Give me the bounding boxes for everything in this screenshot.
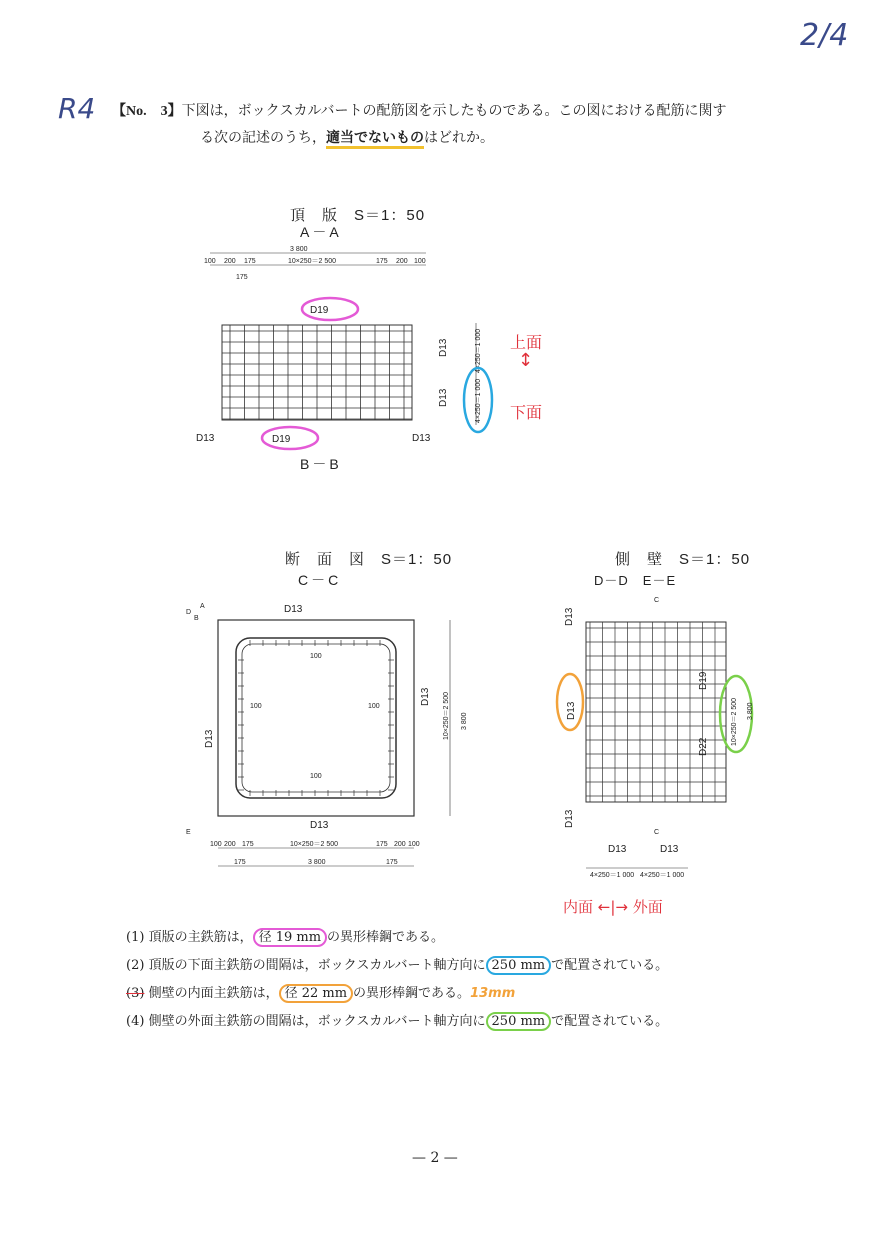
question-line2a: る次の記述のうち， bbox=[200, 130, 326, 146]
dim-100-l: 100 bbox=[204, 258, 216, 265]
option-1-rest: の異形棒鋼である。 bbox=[327, 930, 445, 945]
option-1-text: 頂版の主鉄筋は， bbox=[148, 930, 253, 945]
bottom-100-l: 100 bbox=[210, 841, 222, 848]
dim-total: 3 800 bbox=[290, 246, 308, 253]
page-mark: 2/4 bbox=[800, 18, 849, 53]
label-s5-d19: D19 bbox=[272, 434, 291, 445]
bottom-span: 10×250＝2 500 bbox=[290, 841, 339, 848]
option-4-text: 側壁の外面主鉄筋の間隔は，ボックスカルバート軸方向に bbox=[148, 1014, 486, 1029]
page-footer: — 2 — bbox=[412, 1150, 458, 1166]
option-4-num: (4) bbox=[126, 1014, 145, 1029]
mark-e: E bbox=[186, 829, 191, 836]
mark-a: A bbox=[200, 603, 205, 610]
wall-vertical-total: 3 800 bbox=[747, 702, 754, 720]
side-wall-drawing bbox=[556, 590, 766, 885]
option-4 bbox=[126, 1012, 806, 1040]
label-s1-d19: D19 bbox=[310, 305, 329, 316]
label-s4-d13-left: D13 bbox=[196, 433, 215, 444]
bottom-200-r: 200 bbox=[394, 841, 406, 848]
question-highlight: 適当でないもの bbox=[326, 130, 424, 149]
label-section-top: D13 bbox=[284, 604, 303, 615]
side-dim-bottom: 4×250＝1 000 bbox=[475, 378, 482, 423]
label-wall-s1: D19 bbox=[698, 671, 709, 690]
wall-figure-title: 側 壁 S＝1：50 bbox=[615, 551, 751, 568]
dim-175-sub: 175 bbox=[236, 274, 248, 281]
bottom-200-l: 200 bbox=[224, 841, 236, 848]
bottom2-175-l: 175 bbox=[234, 859, 246, 866]
bottom-175-r: 175 bbox=[376, 841, 388, 848]
dim-100-r: 100 bbox=[414, 258, 426, 265]
section-figure-sub: C－C bbox=[298, 572, 342, 588]
label-wall-f1: D22 bbox=[698, 737, 709, 756]
top-figure-section-b: B－B bbox=[300, 456, 342, 472]
annot-arrow: ↕ bbox=[518, 350, 534, 371]
option-2-num: (2) bbox=[126, 958, 145, 973]
bottom-100-r: 100 bbox=[408, 841, 420, 848]
option-2-rest: で配置されている。 bbox=[551, 958, 669, 973]
options-list bbox=[126, 928, 806, 1040]
wall-bottom-dim-2: 4×250＝1 000 bbox=[640, 872, 685, 879]
label-wall-w2a: D13 bbox=[608, 844, 627, 855]
inner-100-left: 100 bbox=[250, 703, 262, 710]
label-wall-s3: D13 bbox=[564, 607, 575, 626]
dim-span: 10×250＝2 500 bbox=[288, 258, 337, 265]
option-3-rest: の異形棒鋼である。 bbox=[353, 986, 471, 1001]
option-2-text: 頂版の下面主鉄筋の間隔は，ボックスカルバート軸方向に bbox=[148, 958, 486, 973]
option-3-text: 側壁の内面主鉄筋は， bbox=[148, 986, 279, 1001]
inner-100-right: 100 bbox=[368, 703, 380, 710]
dim-175-l: 175 bbox=[244, 258, 256, 265]
wall-mark-c-top: C bbox=[654, 597, 660, 604]
section-figure-title: 断 面 図 S＝1：50 bbox=[285, 551, 453, 568]
bottom2-total: 3 800 bbox=[308, 859, 326, 866]
option-2 bbox=[126, 956, 806, 984]
side-dim-top: 4×250＝1 000 bbox=[475, 328, 482, 373]
wall-figure-sub: D－D E－E bbox=[594, 573, 677, 588]
question-line2b: はどれか。 bbox=[424, 130, 494, 146]
question bbox=[112, 98, 792, 151]
top-figure-section-a: A－A bbox=[300, 224, 342, 240]
top-slab-drawing bbox=[190, 245, 510, 455]
option-1-highlight: 径 19 mm bbox=[253, 928, 327, 947]
label-wall-w2b: D13 bbox=[660, 844, 679, 855]
mark-b: B bbox=[194, 615, 199, 622]
cross-section-drawing bbox=[180, 590, 480, 890]
label-wall-w1: D13 bbox=[566, 701, 577, 720]
label-wall-s4: D13 bbox=[564, 809, 575, 828]
bottom2-175-r: 175 bbox=[386, 859, 398, 866]
option-3-num: (3) bbox=[126, 986, 145, 1001]
option-1-num: (1) bbox=[126, 930, 145, 945]
label-s4-d13-right: D13 bbox=[412, 433, 431, 444]
question-number: 【No. 3】 bbox=[112, 104, 182, 119]
label-s2-d13: D13 bbox=[438, 338, 449, 357]
dim-200-r: 200 bbox=[396, 258, 408, 265]
mark-d: D bbox=[186, 609, 192, 616]
label-s3-d13: D13 bbox=[438, 388, 449, 407]
label-section-right: D13 bbox=[420, 687, 431, 706]
option-4-rest: で配置されている。 bbox=[551, 1014, 669, 1029]
inner-100-bottom: 100 bbox=[310, 773, 322, 780]
option-1 bbox=[126, 928, 806, 956]
wall-mark-c-bottom: C bbox=[654, 829, 660, 836]
option-3-highlight: 径 22 mm bbox=[279, 984, 353, 1003]
dim-200-l: 200 bbox=[224, 258, 236, 265]
label-section-left: D13 bbox=[204, 729, 215, 748]
label-section-bottom: D13 bbox=[310, 820, 329, 831]
option-2-highlight: 250 mm bbox=[486, 956, 552, 975]
annot-top-face: 上面 bbox=[510, 333, 543, 352]
option-4-highlight: 250 mm bbox=[486, 1012, 552, 1031]
option-3-note: 13mm bbox=[470, 986, 516, 1001]
vertical-span: 10×250＝2 500 bbox=[443, 691, 450, 740]
wall-vertical-span: 10×250＝2 500 bbox=[731, 697, 738, 746]
inner-100-top: 100 bbox=[310, 653, 322, 660]
wall-bottom-dim-1: 4×250＝1 000 bbox=[590, 872, 635, 879]
vertical-total: 3 800 bbox=[461, 712, 468, 730]
top-figure-title: 頂 版 S＝1：50 bbox=[290, 207, 426, 224]
question-line1: 下図は，ボックスカルバートの配筋図を示したものである。この図における配筋に関す bbox=[181, 103, 727, 119]
annot-bottom-face: 下面 bbox=[510, 403, 543, 422]
option-3 bbox=[126, 984, 806, 1012]
wall-annotation: 内面 ←|→ 外面 bbox=[563, 898, 663, 916]
dim-175-r: 175 bbox=[376, 258, 388, 265]
exam-tag: R4 bbox=[58, 92, 96, 125]
bottom-175-l: 175 bbox=[242, 841, 254, 848]
